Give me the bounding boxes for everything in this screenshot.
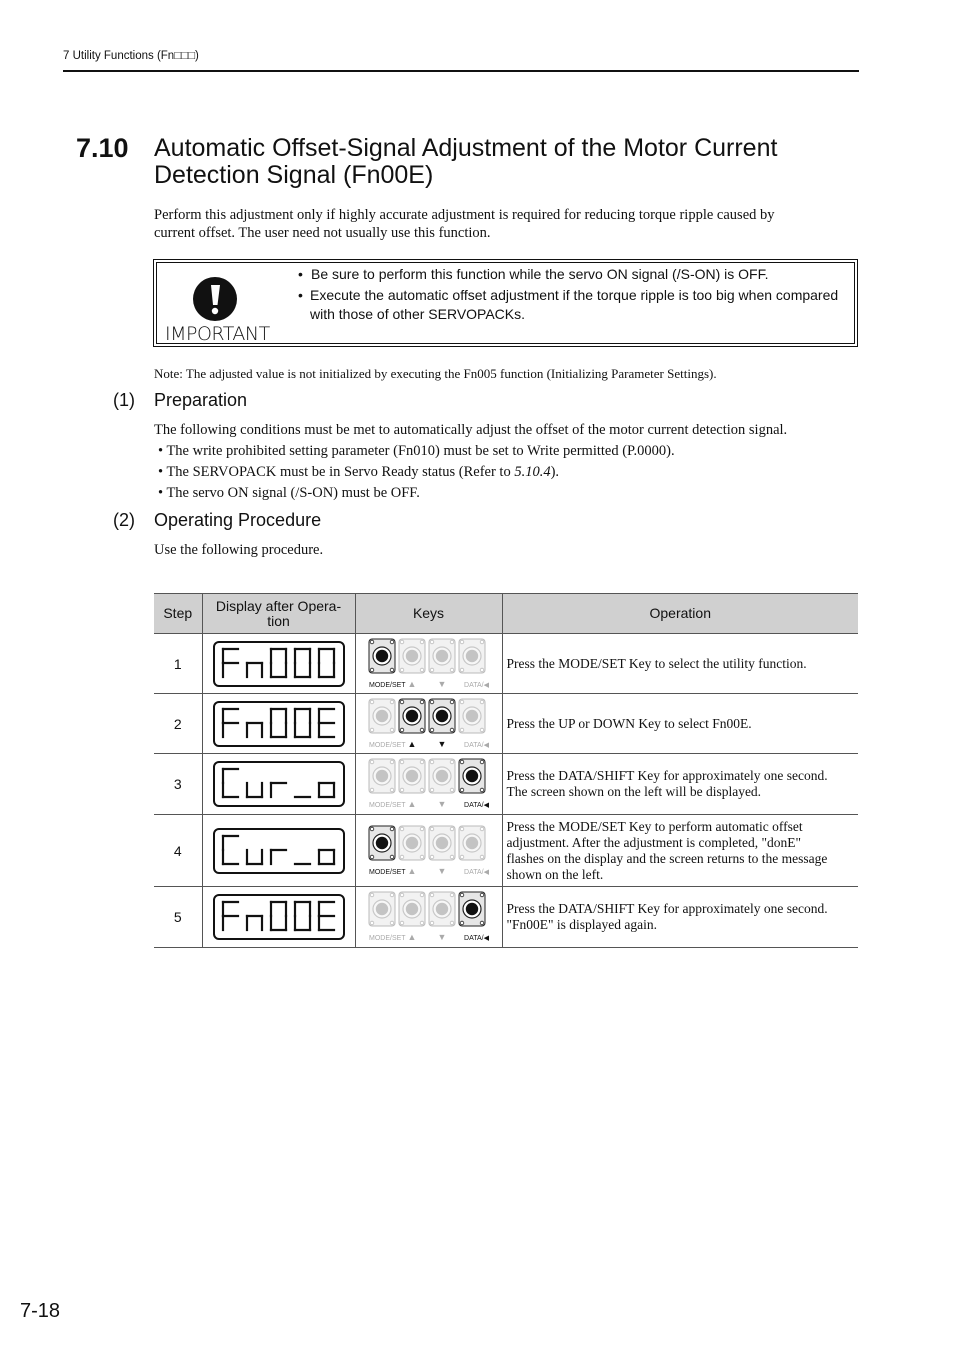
procedure-table: [154, 593, 858, 948]
mode-set-key[interactable]: [369, 826, 395, 860]
data-shift-label: DATA/◀: [463, 802, 489, 809]
important-inner-frame: [156, 262, 855, 344]
operation-text: Press the UP or DOWN Key to select Fn00E.: [502, 694, 858, 754]
section-title-line2: Detection Signal (Fn00E): [154, 161, 434, 189]
preparation-condition-3: • The servo ON signal (/S-ON) must be OFF.: [158, 485, 420, 501]
up-key[interactable]: [399, 826, 425, 860]
exclamation-icon: [192, 276, 238, 322]
display-cell: [202, 694, 355, 754]
table-header-row: [154, 594, 858, 634]
table-row: [154, 815, 858, 887]
cond2-prefix: • The SERVOPACK must be in Servo Ready status (Refer to: [158, 464, 515, 480]
step-number: 2: [154, 694, 202, 754]
important-item-2-line2: with those of other SERVOPACKs.: [310, 306, 526, 322]
keys-cell: [355, 694, 502, 754]
table-row: [154, 887, 858, 948]
table-row: [154, 754, 858, 815]
up-arrow-icon: ▲: [407, 932, 416, 942]
down-arrow-icon: ▼: [437, 865, 446, 876]
lcd-display: [213, 701, 345, 747]
operation-text: Press the MODE/SET Key to select the utility function.: [502, 634, 858, 694]
down-arrow-icon: ▼: [437, 738, 446, 749]
procedure-heading: Operating Procedure: [154, 510, 322, 530]
display-cell: [202, 887, 355, 948]
preparation-heading: Preparation: [154, 390, 248, 410]
down-key[interactable]: [429, 826, 455, 860]
important-bullet-2: •: [298, 287, 303, 303]
step-number: 5: [154, 887, 202, 948]
up-arrow-icon: ▲: [407, 678, 416, 689]
data-shift-label: DATA/◀: [463, 868, 489, 876]
keys-cell: [355, 754, 502, 815]
preparation-heading-number: (1): [113, 390, 135, 410]
page-number: 7-18: [20, 1300, 61, 1322]
column-header-operation: Operation: [502, 594, 858, 634]
up-key[interactable]: [399, 892, 425, 926]
down-key[interactable]: [429, 892, 455, 926]
up-arrow-icon: ▲: [407, 738, 416, 749]
display-cell: [202, 754, 355, 815]
header-rule: [63, 70, 859, 72]
down-key[interactable]: [429, 699, 455, 733]
lcd-display: [213, 641, 345, 687]
important-box: [153, 259, 858, 347]
intro-paragraph: [154, 206, 859, 242]
important-bullet-1: •: [298, 266, 303, 282]
cond2-suffix: ).: [550, 464, 560, 480]
step-number: 1: [154, 634, 202, 694]
column-header-step: Step: [154, 594, 202, 634]
keypad: [367, 757, 491, 811]
up-key[interactable]: [399, 759, 425, 793]
data-shift-label: DATA/◀: [463, 935, 489, 942]
procedure-heading-number: (2): [113, 510, 135, 530]
down-key[interactable]: [429, 639, 455, 673]
table-row: [154, 634, 858, 694]
cond2-reference-link[interactable]: 5.10.4: [514, 464, 551, 480]
down-arrow-icon: ▼: [437, 932, 446, 942]
mode-set-key[interactable]: [369, 699, 395, 733]
up-arrow-icon: ▲: [407, 865, 416, 876]
mode-set-label: MODE/SET: [368, 802, 406, 809]
keys-cell: [355, 815, 502, 887]
up-key[interactable]: [399, 639, 425, 673]
running-header: 7 Utility Functions (Fn□□□): [63, 50, 199, 62]
table-row: [154, 694, 858, 754]
mode-set-key[interactable]: [369, 639, 395, 673]
column-header-keys: Keys: [355, 594, 502, 634]
step-number: 4: [154, 815, 202, 887]
procedure-lead: Use the following procedure.: [154, 542, 324, 558]
display-cell: [202, 634, 355, 694]
preparation-lead: The following conditions must be met to automatically adjust the offset of the motor current detection signal.: [154, 422, 788, 438]
data-shift-label: DATA/◀: [463, 741, 489, 749]
keypad: [367, 637, 491, 691]
operation-text: Press the MODE/SET Key to perform automatic offset adjustment. After the adjustment is completed, "donE" flashes on the display and the screen returns to the message shown on the left.: [502, 815, 858, 887]
down-key[interactable]: [429, 759, 455, 793]
keypad: [367, 824, 491, 878]
important-item-1: Be sure to perform this function while the servo ON signal (/S-ON) is OFF.: [311, 266, 769, 282]
intro-line1: Perform this adjustment only if highly accurate adjustment is required for reducing torque ripple caused by: [154, 207, 775, 223]
keys-cell: [355, 634, 502, 694]
up-key[interactable]: [399, 699, 425, 733]
mode-set-label: MODE/SET: [368, 935, 406, 942]
operation-text: Press the DATA/SHIFT Key for approximately one second. "Fn00E" is displayed again.: [502, 887, 858, 948]
lcd-display: [213, 761, 345, 807]
mode-set-key[interactable]: [369, 892, 395, 926]
mode-set-label: MODE/SET: [368, 868, 406, 876]
lcd-display: [213, 828, 345, 874]
column-header-display: Display after Opera- tion: [202, 594, 355, 634]
mode-set-label: MODE/SET: [368, 681, 406, 689]
keypad: [367, 697, 491, 751]
lcd-display: [213, 894, 345, 940]
keys-cell: [355, 887, 502, 948]
display-cell: [202, 815, 355, 887]
preparation-condition-2: [158, 463, 559, 481]
mode-set-key[interactable]: [369, 759, 395, 793]
data-shift-key[interactable]: [459, 892, 485, 926]
important-label: IMPORTANT: [165, 323, 270, 345]
step-number: 3: [154, 754, 202, 815]
mode-set-label: MODE/SET: [368, 741, 406, 749]
data-shift-label: DATA/◀: [463, 681, 489, 689]
data-shift-key[interactable]: [459, 639, 485, 673]
section-number: 7.10: [76, 133, 129, 163]
section-title-line1: Automatic Offset-Signal Adjustment of the Motor Current: [154, 134, 778, 162]
section-title: [154, 135, 854, 189]
note: Note: The adjusted value is not initialized by executing the Fn005 function (Initializing Parameter Settings).: [154, 366, 717, 381]
up-arrow-icon: ▲: [407, 799, 416, 809]
operation-text: Press the DATA/SHIFT Key for approximately one second. The screen shown on the left will be displayed.: [502, 754, 858, 815]
keypad: [367, 890, 491, 944]
data-shift-key[interactable]: [459, 759, 485, 793]
data-shift-key[interactable]: [459, 699, 485, 733]
data-shift-key[interactable]: [459, 826, 485, 860]
preparation-condition-1: • The write prohibited setting parameter (Fn010) must be set to Write permitted (P.0000).: [158, 443, 675, 459]
important-item-2-line1: Execute the automatic offset adjustment if the torque ripple is too big when compared: [310, 287, 839, 303]
down-arrow-icon: ▼: [437, 678, 446, 689]
intro-line2: current offset. The user need not usually use this function.: [154, 225, 491, 241]
down-arrow-icon: ▼: [437, 799, 446, 809]
